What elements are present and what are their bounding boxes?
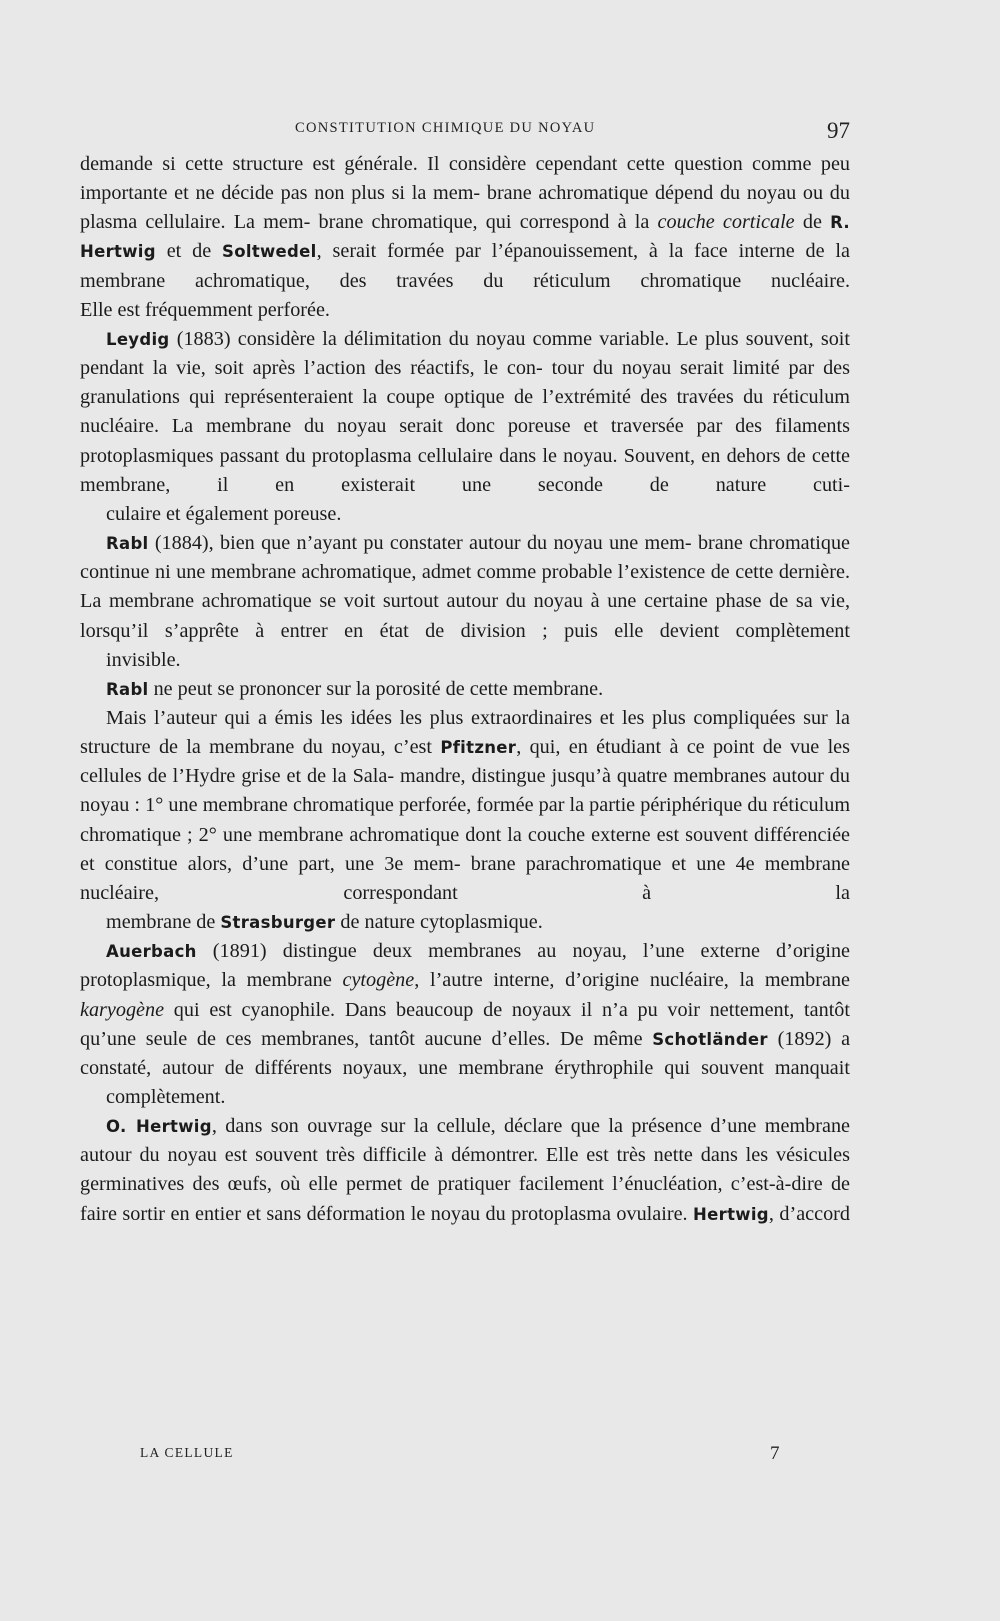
text-line-last [80, 908, 850, 937]
text-line: , d’accord [768, 1202, 850, 1225]
text-line: se voit surtout autour du noyau à une certaine phase de sa vie, lorsqu’il [80, 590, 851, 642]
text-line-last: Elle est fréquemment perforée. [80, 298, 330, 321]
text-line: membrane de [106, 911, 221, 934]
text-line: , qui, [516, 736, 561, 759]
text-line: , serait formée par l’épanouissement, à la face interne de la [316, 240, 851, 263]
text-line: brane chromatique, qui correspond à la [318, 211, 658, 234]
text-line: demande si cette structure est générale. Il considère cependant cette [80, 153, 665, 175]
text-line: en étudiant à ce point de vue les cellules de l’Hydre grise et de la Sala- [80, 736, 851, 788]
author-name: Schotländer [652, 1029, 768, 1049]
author-name: Hertwig [693, 1204, 769, 1224]
text-line: d’origine protoplasmique, la membrane [80, 940, 850, 992]
paragraph-3 [80, 529, 850, 675]
italic-term: couche corticale [657, 211, 795, 234]
footer-title: LA CELLULE [140, 1445, 234, 1460]
running-head [80, 116, 850, 146]
text-line-last [80, 675, 850, 704]
text-line: s’apprête à entrer en état de division ; puis elle devient complètement [164, 619, 851, 642]
italic-term: cytogène [342, 969, 415, 992]
page-number: 97 [827, 118, 850, 143]
paragraph-1 [80, 150, 850, 325]
text-line: de différents noyaux, une membrane érythrophile qui souvent manquait [224, 1056, 850, 1079]
text-line: (1883) considère la délimitation du noyau comme variable. Le [169, 327, 698, 350]
text-line: de nature cytoplasmique. [335, 911, 543, 934]
text-line: ne peut se prononcer sur la porosité de cette membrane. [148, 677, 604, 700]
text-line: et de [166, 240, 223, 263]
author-name: Strasburger [220, 913, 336, 933]
text-line: brane achromatique dépend du noyau ou du plasma cellulaire. La mem- [80, 182, 850, 234]
text-line-last: invisible. [106, 648, 181, 671]
text-line: externe est souvent différenciée et constitue alors, d’une part, une 3e mem- [80, 823, 851, 875]
text-line: brane parachromatique et une 4e membrane nucléaire, correspondant à la [80, 852, 850, 904]
text-line: tour du noyau serait limité par des granulations qui représenteraient la [80, 357, 850, 409]
text-line: brane chromatique continue ni une membrane achromatique, admet [80, 532, 850, 584]
text-line: de pratiquer facilement l’énucléation, c’est-à-dire de faire sortir en entier [80, 1173, 850, 1225]
body-text [80, 150, 850, 1229]
text-line: (1891) distingue deux membranes au noyau, l’une externe [196, 940, 760, 963]
author-name: R. Hertwig [80, 213, 851, 262]
author-name: Rabl [106, 534, 149, 554]
text-line: réticulum chromatique ; 2° une membrane achromatique dont la couche [80, 794, 851, 846]
author-name: Pfitzner [440, 738, 517, 758]
text-line: en dehors de cette membrane, il en existerait une seconde de nature cuti- [80, 444, 851, 496]
paragraph-5 [80, 704, 850, 937]
signature-mark: 7 [770, 1443, 780, 1464]
text-line: membrane chromatique perforée, formée par la partie périphérique du [202, 794, 768, 817]
text-line: (1892) a constaté, autour [80, 1027, 851, 1079]
text-line: d’une membrane autour du noyau est souvent très difficile à démontrer. [80, 1115, 851, 1167]
paragraph-7 [80, 1112, 850, 1229]
text-line: qui est cyanophile. Dans beaucoup de [164, 998, 503, 1021]
text-line: coupe optique de l’extrémité des travées du réticulum nucléaire. La [80, 386, 850, 438]
paragraph-2 [80, 325, 850, 529]
text-line: noyaux il n’a pu voir nettement, tantôt qu’une seule de ces membranes, [80, 998, 851, 1050]
page-footer [80, 1443, 850, 1473]
author-name: Rabl [106, 679, 149, 699]
author-name: O. Hertwig [106, 1117, 212, 1137]
text-line: tantôt aucune d’elles. De même [368, 1027, 653, 1050]
author-name: Soltwedel [222, 242, 317, 262]
text-line: et sans déformation le noyau du protoplasma ovulaire. [246, 1202, 694, 1225]
italic-term: karyogène [80, 998, 165, 1021]
author-name: Auerbach [106, 942, 197, 962]
paragraph-4 [80, 675, 850, 704]
text-line: de [794, 211, 831, 234]
text-line: comme probable l’existence de cette dernière. La membrane achromatique [80, 561, 850, 613]
text-line: nucléaire, la membrane [649, 969, 851, 992]
text-line: compliquées sur la structure de la membrane du noyau, c’est [80, 706, 850, 759]
text-line: question comme peu importante et ne décide pas non plus si la mem- [80, 153, 850, 205]
text-line: , l’autre interne, d’origine [414, 969, 640, 992]
text-line: (1884), bien que n’ayant pu constater autour du noyau une mem- [148, 532, 692, 555]
text-line-last: complètement. [106, 1086, 226, 1108]
running-title: CONSTITUTION CHIMIQUE DU NOYAU [295, 120, 596, 136]
text-line: plus souvent, soit pendant la vie, soit après l’action des réactifs, le con- [80, 327, 851, 380]
text-line-last: culaire et également poreuse. [106, 502, 342, 525]
paragraph-6 [80, 937, 850, 1112]
text-line: Elle est très nette dans les vésicules germinatives des œufs, où elle permet [80, 1144, 851, 1196]
author-name: Leydig [106, 329, 170, 349]
text-line: membrane achromatique, des travées du réticulum chromatique nucléaire. [80, 269, 850, 292]
text-line: mandre, distingue jusqu’à quatre membranes autour du noyau : 1° une [80, 765, 850, 817]
text-line: , dans son ouvrage sur la cellule, déclare que la présence [211, 1115, 702, 1138]
text-line: protoplasmiques passant du protoplasma cellulaire dans le noyau. Souvent, [80, 444, 696, 467]
text-line: Mais l’auteur qui a émis les idées les plus extraordinaires et les plus [106, 706, 686, 729]
text-line: membrane du noyau serait donc poreuse et traversée par des filaments [205, 415, 850, 438]
